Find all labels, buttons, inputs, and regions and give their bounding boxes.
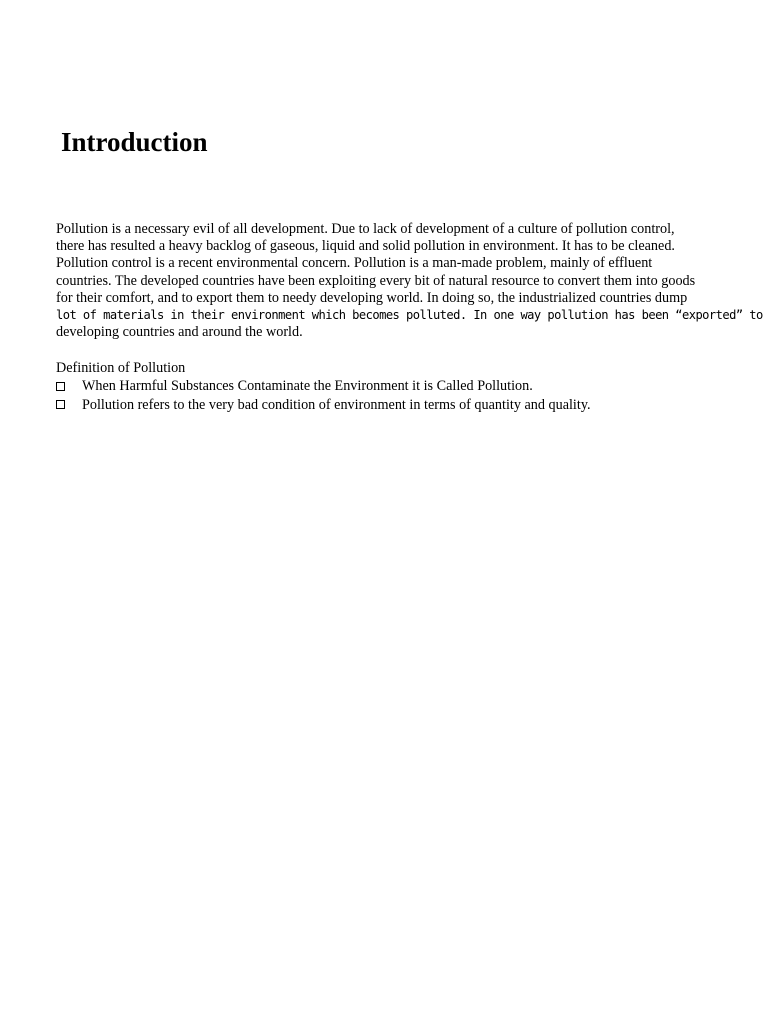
- paragraph-line: lot of materials in their environment which becomes polluted. In one way pollution has been “exported” to: [56, 308, 763, 323]
- list-item: [56, 377, 591, 396]
- list-item: [56, 396, 591, 415]
- empty-square-icon: [56, 382, 65, 391]
- list-item-text: When Harmful Substances Contaminate the Environment it is Called Pollution.: [82, 378, 533, 394]
- intro-paragraph: [56, 221, 763, 341]
- paragraph-line: Pollution is a necessary evil of all development. Due to lack of development of a culture of pollution control,: [56, 221, 675, 237]
- empty-square-icon: [56, 400, 65, 409]
- list-item-text: Pollution refers to the very bad condition of environment in terms of quantity and quality.: [82, 396, 591, 413]
- paragraph-line: countries. The developed countries have been exploiting every bit of natural resource to convert them into goods: [56, 272, 696, 289]
- paragraph-line: developing countries and around the world.: [56, 324, 303, 341]
- paragraph-line: for their comfort, and to export them to needy developing world. In doing so, the industrialized countries dump: [56, 289, 688, 306]
- definition-heading: Definition of Pollution: [56, 360, 186, 376]
- page-title: Introduction: [61, 127, 208, 157]
- paragraph-line: Pollution control is a recent environmental concern. Pollution is a man-made problem, mainly of effluent: [56, 255, 653, 272]
- definition-list: [56, 377, 591, 414]
- paragraph-line: there has resulted a heavy backlog of gaseous, liquid and solid pollution in environment. It has to be cleaned.: [56, 238, 675, 255]
